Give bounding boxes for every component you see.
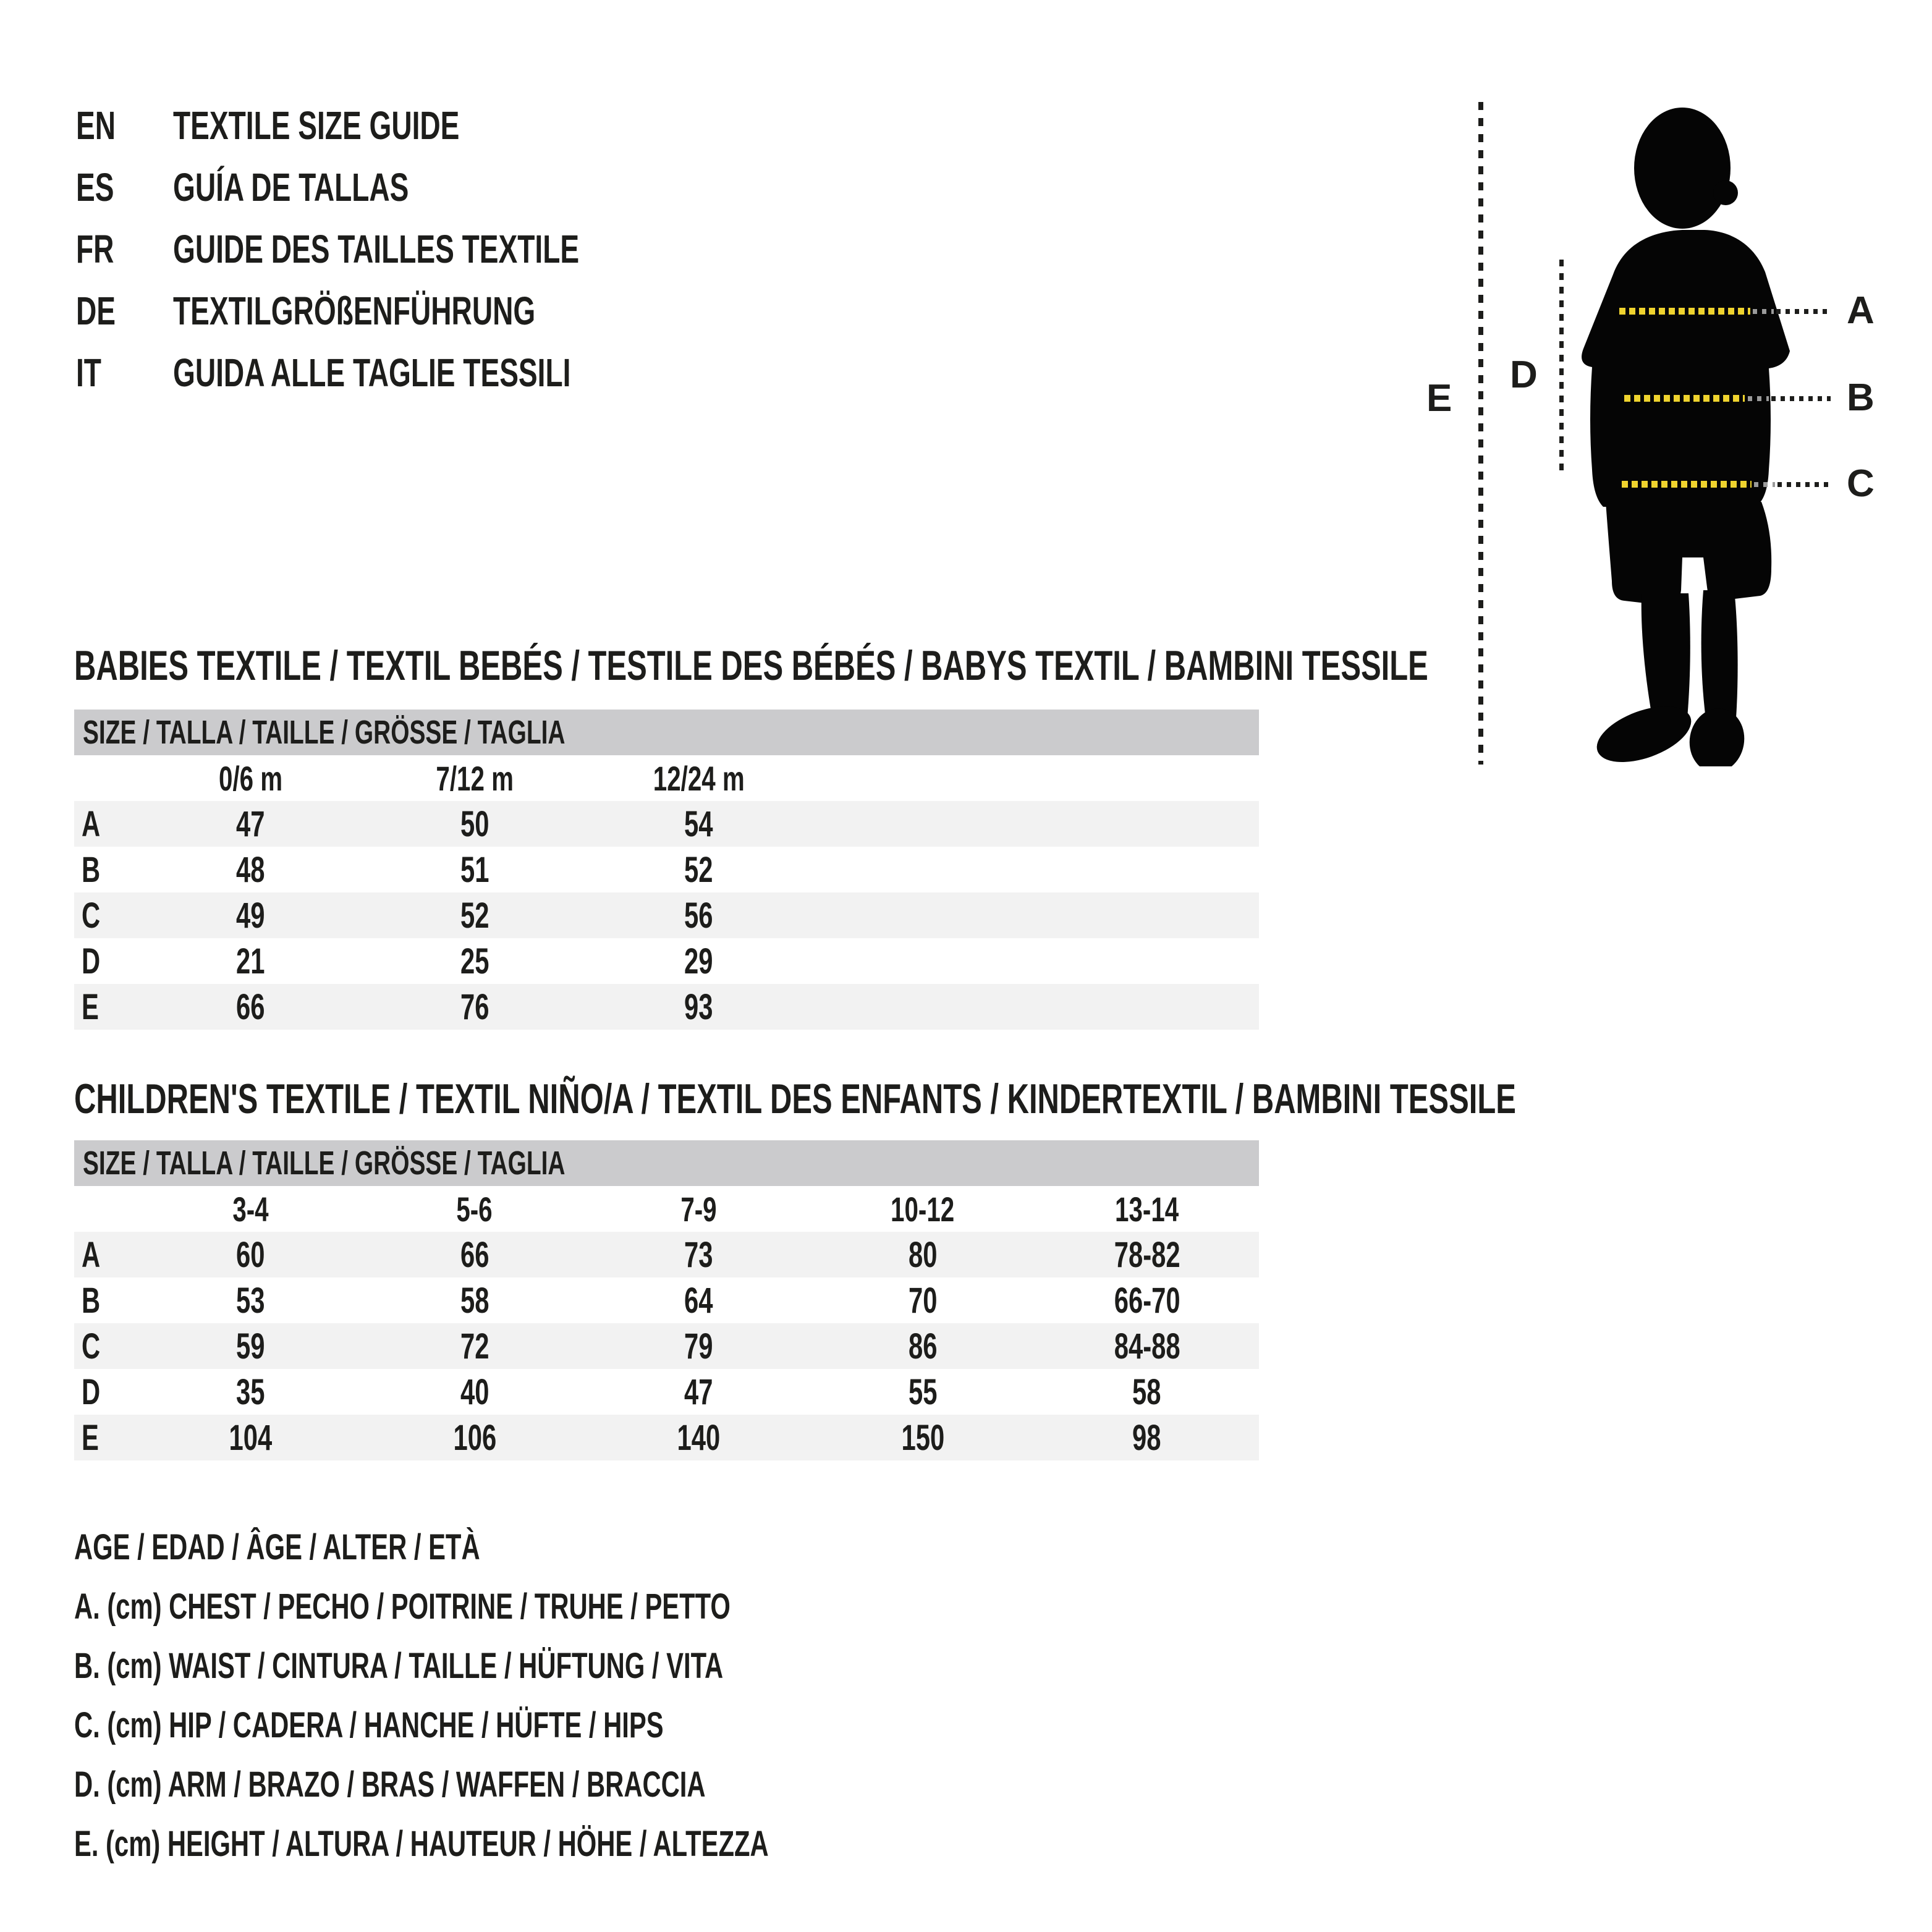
legend-line-age: AGE / EDAD / ÂGE / ALTER / ETÀ: [74, 1527, 480, 1567]
language-title: GUIDE DES TAILLES TEXTILE: [173, 227, 580, 271]
children-section-heading: CHILDREN'S TEXTILE / TEXTIL NIÑO/A / TEXTIL DES ENFANTS / KINDERTEXTIL / BAMBINI TESSILE: [74, 1075, 1516, 1122]
table-row: B 48 51 52: [82, 849, 713, 890]
children-column-header-row: [74, 1186, 1259, 1232]
babies-size-header-bar: SIZE / TALLA / TAILLE / GRÖSSE / TAGLIA: [74, 710, 1259, 755]
silhouette-right-leg: [1701, 590, 1738, 728]
table-row: A 60 66 73 80 78-82: [74, 1232, 1259, 1277]
figure-label-B: B: [1847, 376, 1875, 419]
children-size-header-bar: SIZE / TALLA / TAILLE / GRÖSSE / TAGLIA: [74, 1140, 1259, 1186]
language-code: FR: [76, 227, 114, 271]
language-title: GUIDA ALLE TAGLIE TESSILI: [173, 350, 571, 395]
language-title: TEXTILGRÖßENFÜHRUNG: [173, 289, 536, 333]
table-row: E 104 106 140 150 98: [74, 1415, 1259, 1460]
silhouette-shorts: [1606, 502, 1771, 606]
figure-label-E: E: [1426, 377, 1452, 420]
children-col-header: 7-9: [680, 1189, 717, 1229]
children-col-header: 3-4: [232, 1189, 269, 1229]
language-code: DE: [76, 289, 116, 333]
figure-label-A: A: [1847, 289, 1875, 332]
language-code: IT: [76, 350, 101, 395]
babies-column-header-row: [74, 755, 1259, 801]
waist-dash-line-black: [1771, 396, 1831, 401]
language-title: GUÍA DE TALLAS: [173, 165, 409, 210]
legend-line-chest: A. (cm) CHEST / PECHO / POITRINE / TRUHE / PETTO: [74, 1587, 731, 1627]
babies-col-header: 7/12 m: [436, 758, 514, 798]
silhouette-head: [1634, 108, 1731, 229]
table-row: B 53 58 64 70 66-70: [82, 1280, 1180, 1321]
babies-col-header: 0/6 m: [218, 758, 282, 798]
legend-line-hip: C. (cm) HIP / CADERA / HANCHE / HÜFTE / HIPS: [74, 1705, 664, 1745]
silhouette-ear: [1713, 180, 1738, 205]
hip-dash-line-yellow: [1622, 481, 1752, 488]
chest-dash-line-yellow: [1619, 308, 1750, 315]
table-row: D 35 40 47 55 58: [82, 1371, 1161, 1412]
table-row: D 21 25 29: [82, 941, 713, 981]
hip-dash-line-fade: [1754, 482, 1775, 487]
table-row: C 59 72 79 86 84-88: [74, 1323, 1259, 1369]
babies-section-heading: BABIES TEXTILE / TEXTIL BEBÉS / TESTILE DES BÉBÉS / BABYS TEXTIL / BAMBINI TESSILE: [74, 642, 1428, 689]
table-row: C 49 52 56: [74, 892, 1259, 938]
table-row: E 66 76 93: [74, 984, 1259, 1030]
silhouette-left-leg: [1642, 593, 1690, 720]
waist-dash-line-fade: [1748, 396, 1769, 401]
children-col-header: 10-12: [891, 1189, 955, 1229]
figure-label-D: D: [1510, 354, 1538, 396]
children-size-table: [74, 1140, 1259, 1460]
language-code: EN: [76, 103, 116, 148]
children-col-header: 5-6: [456, 1189, 493, 1229]
figure-label-C: C: [1847, 462, 1875, 505]
chest-dash-line-black: [1776, 309, 1831, 314]
language-title: TEXTILE SIZE GUIDE: [173, 103, 460, 148]
table-row: A 47 50 54: [74, 801, 1259, 847]
silhouette-shirt: [1582, 230, 1790, 507]
legend-line-waist: B. (cm) WAIST / CINTURA / TAILLE / HÜFTUNG / VITA: [74, 1646, 724, 1686]
chest-dash-line-fade: [1753, 309, 1774, 314]
language-code: ES: [76, 165, 114, 210]
babies-col-header: 12/24 m: [653, 758, 745, 798]
legend-line-arm: D. (cm) ARM / BRAZO / BRAS / WAFFEN / BRACCIA: [74, 1765, 706, 1805]
arm-measure-line-D: [1559, 260, 1564, 473]
babies-size-table: [74, 710, 1259, 1030]
waist-dash-line-yellow: [1624, 395, 1745, 402]
legend-line-height: E. (cm) HEIGHT / ALTURA / HAUTEUR / HÖHE / ALTEZZA: [74, 1824, 769, 1864]
children-col-header: 13-14: [1115, 1189, 1179, 1229]
silhouette-right-shoe: [1685, 704, 1750, 766]
child-silhouette: [1576, 99, 1799, 766]
hip-dash-line-black: [1777, 482, 1831, 487]
